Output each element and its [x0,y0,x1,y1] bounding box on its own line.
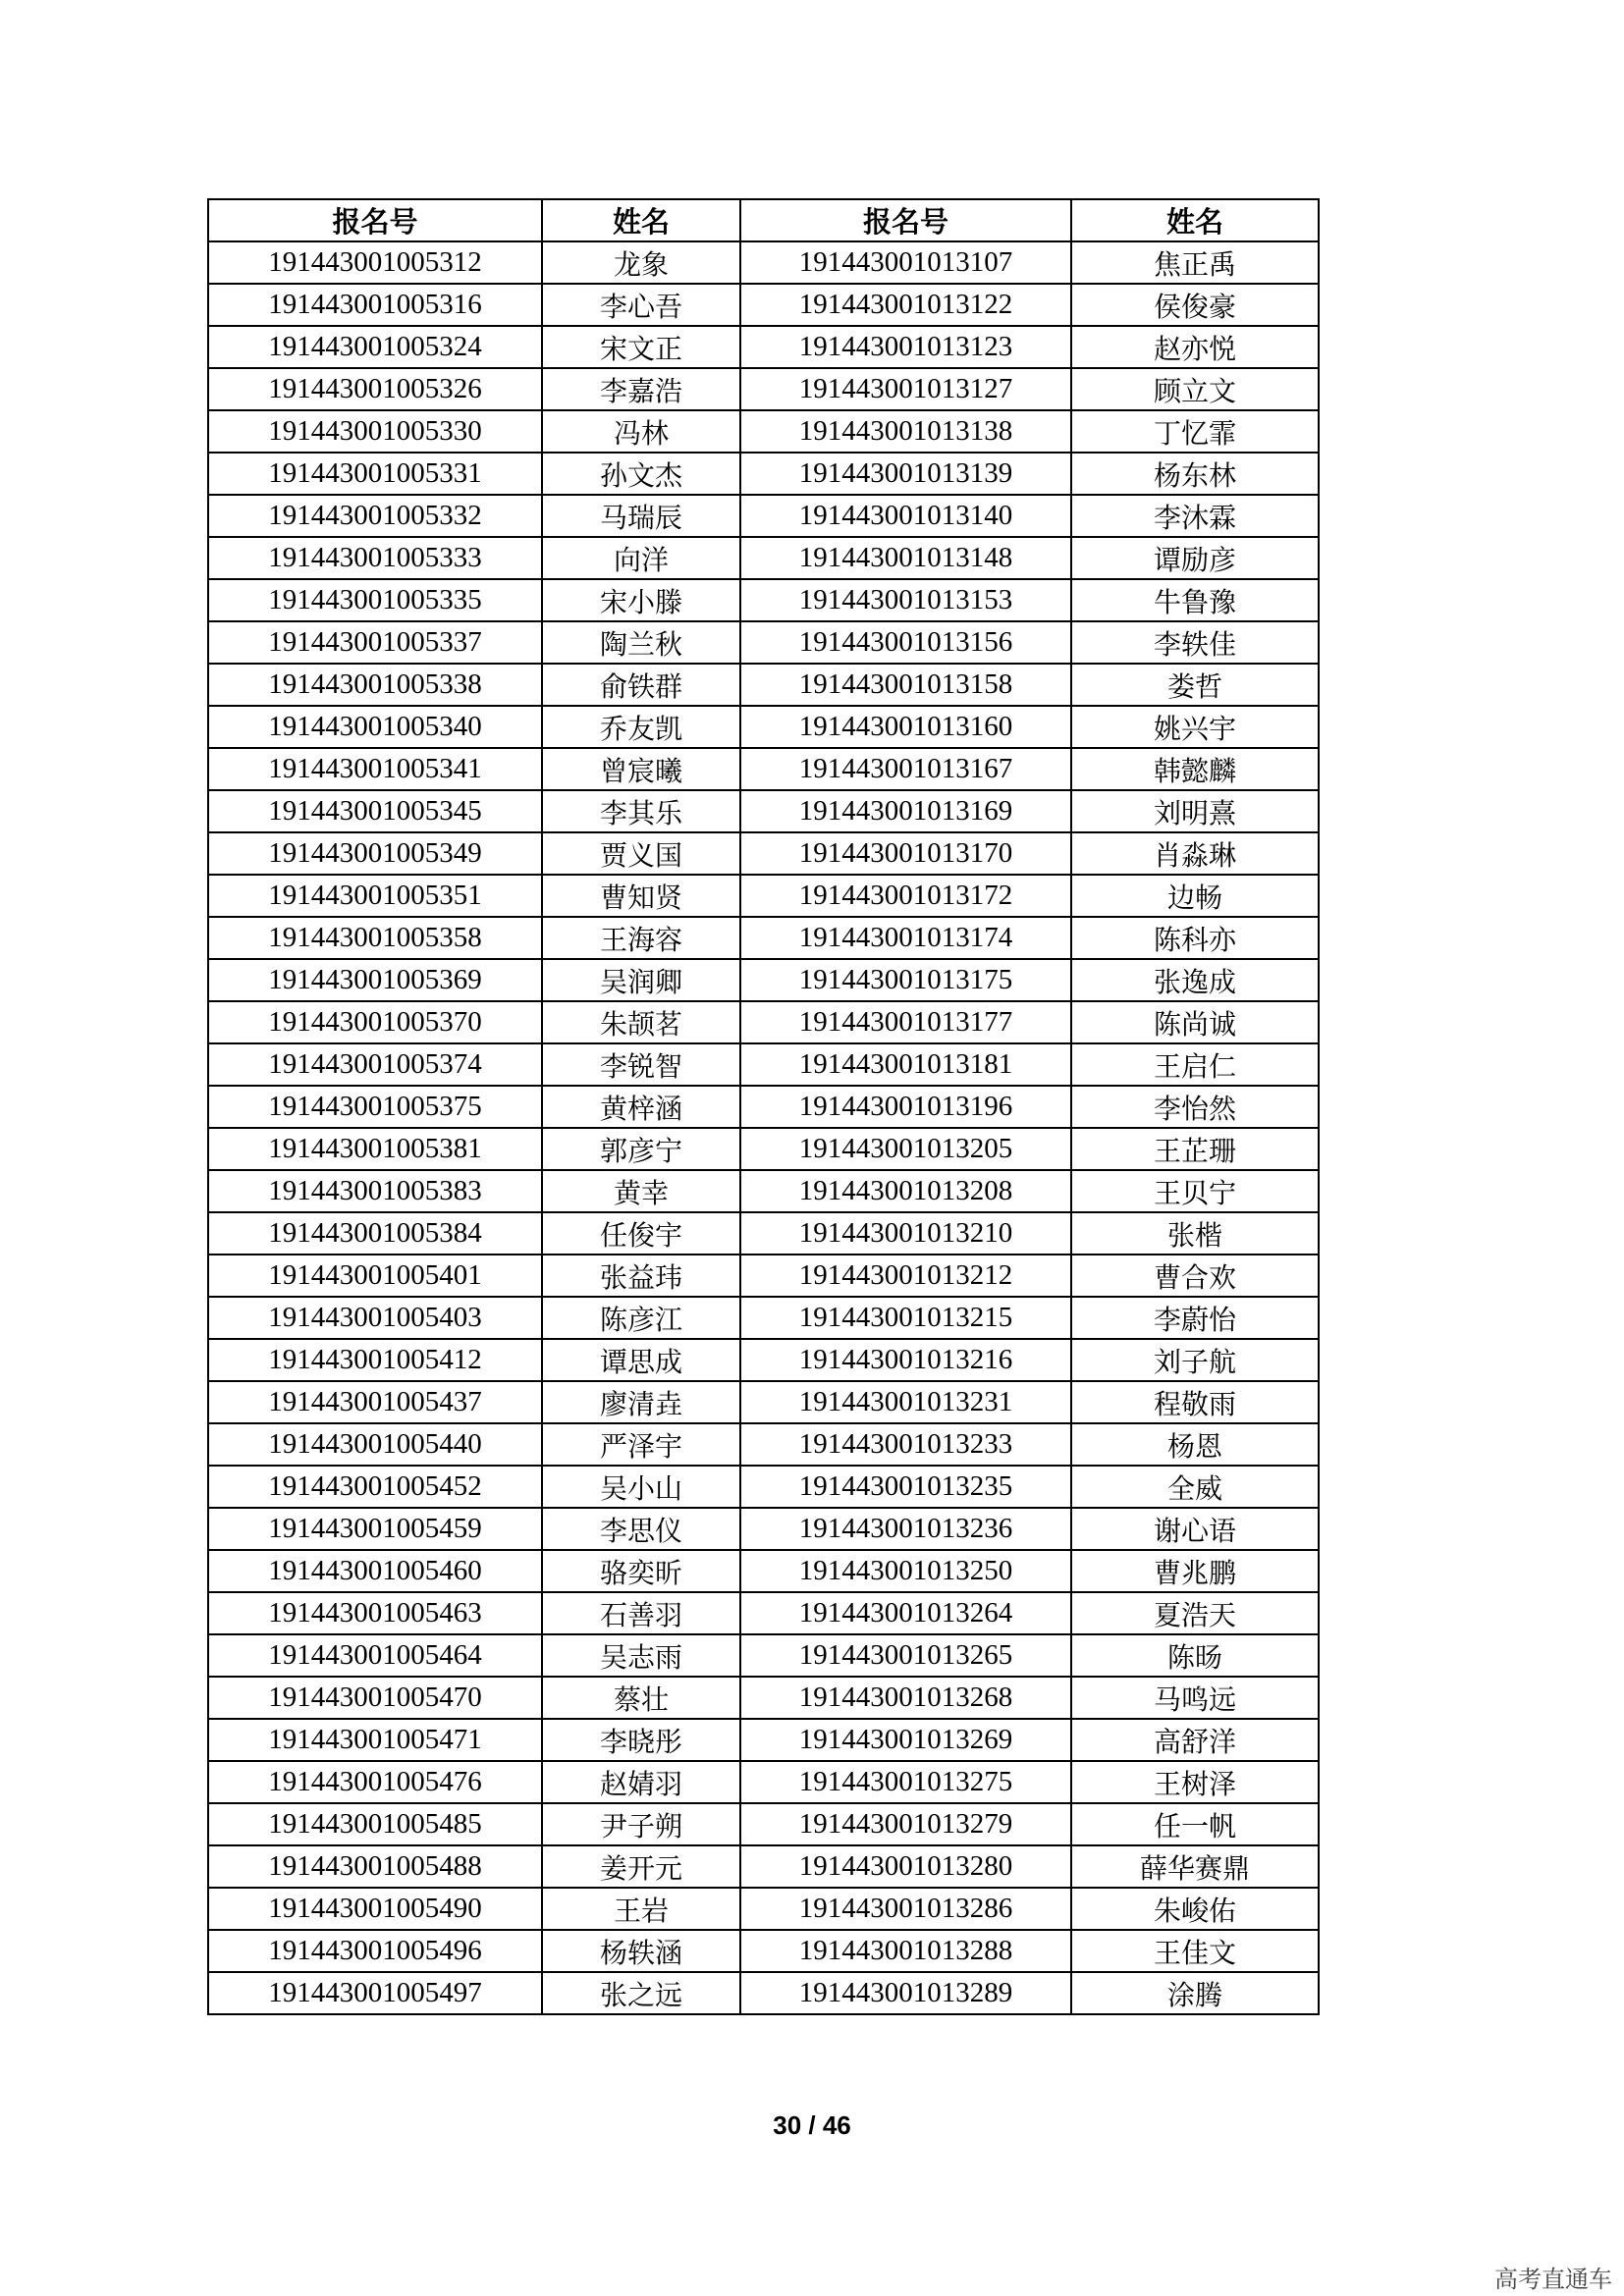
reg-no-left-cell: 191443001005401 [208,1255,542,1297]
name-right-cell: 侯俊豪 [1071,284,1319,326]
table-row [208,1255,1319,1297]
name-left-cell: 宋文正 [542,326,740,368]
name-left-cell: 吴润卿 [542,959,740,1001]
name-left-cell: 李思仪 [542,1508,740,1550]
name-right-cell: 程敬雨 [1071,1381,1319,1423]
reg-no-right-cell: 191443001013235 [740,1466,1071,1508]
name-left-cell: 曾宸曦 [542,748,740,790]
name-right-cell: 李沐霖 [1071,495,1319,537]
name-left-cell: 赵婧羽 [542,1761,740,1803]
table-row [208,748,1319,790]
name-right-cell: 张逸成 [1071,959,1319,1001]
reg-no-left-cell: 191443001005471 [208,1719,542,1761]
table-row [208,1972,1319,2014]
reg-no-left-cell: 191443001005470 [208,1677,542,1719]
reg-no-left-cell: 191443001005488 [208,1845,542,1888]
name-right-cell: 李怡然 [1071,1086,1319,1128]
reg-no-left-cell: 191443001005340 [208,706,542,748]
table-row [208,1339,1319,1381]
name-left-cell: 任俊宇 [542,1212,740,1255]
table-row [208,1297,1319,1339]
reg-no-right-cell: 191443001013275 [740,1761,1071,1803]
table-row [208,1550,1319,1592]
name-left-cell: 马瑞辰 [542,495,740,537]
reg-no-right-cell: 191443001013215 [740,1297,1071,1339]
table-row [208,1592,1319,1634]
name-left-cell: 冯林 [542,410,740,453]
table-row [208,1634,1319,1677]
name-left-cell: 曹知贤 [542,875,740,917]
name-right-cell: 曹兆鹏 [1071,1550,1319,1592]
reg-no-right-cell: 191443001013286 [740,1888,1071,1930]
name-right-cell: 马鸣远 [1071,1677,1319,1719]
reg-no-right-cell: 191443001013210 [740,1212,1071,1255]
reg-no-right-cell: 191443001013172 [740,875,1071,917]
page-number: 30 / 46 [773,2110,851,2140]
reg-no-left-cell: 191443001005375 [208,1086,542,1128]
name-left-cell: 黄梓涵 [542,1086,740,1128]
reg-no-right-cell: 191443001013174 [740,917,1071,959]
name-right-cell: 陈旸 [1071,1634,1319,1677]
name-left-cell: 陈彦江 [542,1297,740,1339]
table-row [208,1677,1319,1719]
name-right-cell: 肖淼琳 [1071,832,1319,875]
name-left-cell: 李其乐 [542,790,740,832]
reg-no-left-cell: 191443001005326 [208,368,542,410]
name-right-cell: 陈科亦 [1071,917,1319,959]
reg-no-right-cell: 191443001013148 [740,537,1071,579]
table-row [208,368,1319,410]
name-right-cell: 谭励彦 [1071,537,1319,579]
reg-no-left-cell: 191443001005496 [208,1930,542,1972]
reg-no-left-cell: 191443001005440 [208,1423,542,1466]
reg-no-right-cell: 191443001013216 [740,1339,1071,1381]
reg-no-right-cell: 191443001013196 [740,1086,1071,1128]
name-left-cell: 黄幸 [542,1170,740,1212]
name-right-cell: 朱峻佑 [1071,1888,1319,1930]
reg-no-left-cell: 191443001005452 [208,1466,542,1508]
table-row [208,1086,1319,1128]
table-row [208,326,1319,368]
name-right-cell: 涂腾 [1071,1972,1319,2014]
name-left-cell: 李嘉浩 [542,368,740,410]
name-right-cell: 姚兴宇 [1071,706,1319,748]
name-right-cell: 任一帆 [1071,1803,1319,1845]
name-left-cell: 孙文杰 [542,453,740,495]
admission-roster-table [207,198,1320,2015]
reg-no-left-cell: 191443001005333 [208,537,542,579]
name-left-cell: 李锐智 [542,1043,740,1086]
reg-no-left-cell: 191443001005460 [208,1550,542,1592]
name-right-cell: 李轶佳 [1071,621,1319,664]
name-right-cell: 刘子航 [1071,1339,1319,1381]
name-right-cell: 赵亦悦 [1071,326,1319,368]
reg-no-right-cell: 191443001013264 [740,1592,1071,1634]
table-row [208,1888,1319,1930]
reg-no-right-cell: 191443001013158 [740,664,1071,706]
reg-no-left-cell: 191443001005369 [208,959,542,1001]
reg-no-left-cell: 191443001005374 [208,1043,542,1086]
table-row [208,1930,1319,1972]
reg-no-left-cell: 191443001005351 [208,875,542,917]
name-right-cell: 焦正禹 [1071,241,1319,284]
name-left-cell: 张之远 [542,1972,740,2014]
reg-no-left-cell: 191443001005485 [208,1803,542,1845]
table-row [208,1508,1319,1550]
roster-body [208,241,1319,2014]
table-row [208,959,1319,1001]
reg-no-left-cell: 191443001005316 [208,284,542,326]
name-left-cell: 骆奕昕 [542,1550,740,1592]
table-row [208,1170,1319,1212]
reg-no-right-cell: 191443001013265 [740,1634,1071,1677]
reg-no-right-cell: 191443001013107 [740,241,1071,284]
name-right-cell: 张楷 [1071,1212,1319,1255]
name-left-cell: 谭思成 [542,1339,740,1381]
reg-no-left-cell: 191443001005490 [208,1888,542,1930]
reg-no-right-cell: 191443001013122 [740,284,1071,326]
table-row [208,1212,1319,1255]
table-row [208,621,1319,664]
name-left-cell: 杨轶涵 [542,1930,740,1972]
name-right-cell: 王芷珊 [1071,1128,1319,1170]
reg-no-right-cell: 191443001013280 [740,1845,1071,1888]
table-row [208,284,1319,326]
name-right-cell: 韩懿麟 [1071,748,1319,790]
table-row [208,664,1319,706]
reg-no-right-cell: 191443001013127 [740,368,1071,410]
reg-no-left-cell: 191443001005464 [208,1634,542,1677]
reg-no-right-cell: 191443001013289 [740,1972,1071,2014]
table-row [208,1423,1319,1466]
reg-no-right-cell: 191443001013208 [740,1170,1071,1212]
table-row [208,875,1319,917]
reg-no-left-cell: 191443001005332 [208,495,542,537]
header-name-2: 姓名 [1071,199,1319,241]
table-row [208,917,1319,959]
name-right-cell: 薛华赛鼎 [1071,1845,1319,1888]
table-row [208,1001,1319,1043]
name-left-cell: 李心吾 [542,284,740,326]
name-left-cell: 廖清垚 [542,1381,740,1423]
name-right-cell: 顾立文 [1071,368,1319,410]
reg-no-right-cell: 191443001013269 [740,1719,1071,1761]
name-right-cell: 王贝宁 [1071,1170,1319,1212]
table-row [208,706,1319,748]
header-reg-no-1: 报名号 [208,199,542,241]
table-row [208,1043,1319,1086]
name-left-cell: 王海容 [542,917,740,959]
reg-no-right-cell: 191443001013250 [740,1550,1071,1592]
reg-no-right-cell: 191443001013205 [740,1128,1071,1170]
reg-no-left-cell: 191443001005412 [208,1339,542,1381]
reg-no-left-cell: 191443001005335 [208,579,542,621]
name-left-cell: 石善羽 [542,1592,740,1634]
table-row [208,1719,1319,1761]
reg-no-right-cell: 191443001013123 [740,326,1071,368]
name-left-cell: 贾义国 [542,832,740,875]
reg-no-left-cell: 191443001005403 [208,1297,542,1339]
name-right-cell: 娄哲 [1071,664,1319,706]
name-left-cell: 乔友凯 [542,706,740,748]
table-row [208,453,1319,495]
reg-no-right-cell: 191443001013167 [740,748,1071,790]
name-left-cell: 李晓彤 [542,1719,740,1761]
name-left-cell: 龙象 [542,241,740,284]
name-left-cell: 宋小滕 [542,579,740,621]
table-row [208,1128,1319,1170]
reg-no-right-cell: 191443001013181 [740,1043,1071,1086]
name-right-cell: 牛鲁豫 [1071,579,1319,621]
name-left-cell: 吴志雨 [542,1634,740,1677]
reg-no-right-cell: 191443001013139 [740,453,1071,495]
name-left-cell: 王岩 [542,1888,740,1930]
name-right-cell: 杨恩 [1071,1423,1319,1466]
reg-no-right-cell: 191443001013169 [740,790,1071,832]
table-row [208,1803,1319,1845]
reg-no-left-cell: 191443001005381 [208,1128,542,1170]
reg-no-right-cell: 191443001013140 [740,495,1071,537]
name-left-cell: 俞铁群 [542,664,740,706]
name-right-cell: 陈尚诚 [1071,1001,1319,1043]
header-row [208,199,1319,241]
table-row [208,1845,1319,1888]
name-right-cell: 王树泽 [1071,1761,1319,1803]
name-right-cell: 高舒洋 [1071,1719,1319,1761]
name-left-cell: 郭彦宁 [542,1128,740,1170]
name-right-cell: 刘明熹 [1071,790,1319,832]
reg-no-left-cell: 191443001005459 [208,1508,542,1550]
reg-no-left-cell: 191443001005312 [208,241,542,284]
reg-no-left-cell: 191443001005338 [208,664,542,706]
reg-no-right-cell: 191443001013138 [740,410,1071,453]
reg-no-right-cell: 191443001013268 [740,1677,1071,1719]
reg-no-right-cell: 191443001013175 [740,959,1071,1001]
watermark-text: 高考直通车 [1494,2266,1612,2293]
reg-no-left-cell: 191443001005345 [208,790,542,832]
table-row [208,832,1319,875]
reg-no-left-cell: 191443001005341 [208,748,542,790]
reg-no-left-cell: 191443001005349 [208,832,542,875]
reg-no-left-cell: 191443001005370 [208,1001,542,1043]
name-left-cell: 蔡壮 [542,1677,740,1719]
reg-no-left-cell: 191443001005497 [208,1972,542,2014]
table-row [208,790,1319,832]
table-row [208,579,1319,621]
header-name-1: 姓名 [542,199,740,241]
reg-no-left-cell: 191443001005437 [208,1381,542,1423]
table-row [208,495,1319,537]
reg-no-right-cell: 191443001013279 [740,1803,1071,1845]
name-left-cell: 朱颉茗 [542,1001,740,1043]
reg-no-right-cell: 191443001013212 [740,1255,1071,1297]
name-right-cell: 夏浩天 [1071,1592,1319,1634]
reg-no-right-cell: 191443001013288 [740,1930,1071,1972]
name-right-cell: 边畅 [1071,875,1319,917]
name-right-cell: 全威 [1071,1466,1319,1508]
table-row [208,537,1319,579]
name-left-cell: 张益玮 [542,1255,740,1297]
reg-no-left-cell: 191443001005476 [208,1761,542,1803]
name-right-cell: 丁忆霏 [1071,410,1319,453]
reg-no-left-cell: 191443001005358 [208,917,542,959]
reg-no-right-cell: 191443001013170 [740,832,1071,875]
reg-no-left-cell: 191443001005330 [208,410,542,453]
table-row [208,241,1319,284]
reg-no-right-cell: 191443001013153 [740,579,1071,621]
table-row [208,410,1319,453]
header-reg-no-2: 报名号 [740,199,1071,241]
reg-no-left-cell: 191443001005324 [208,326,542,368]
name-right-cell: 谢心语 [1071,1508,1319,1550]
reg-no-left-cell: 191443001005383 [208,1170,542,1212]
table-row [208,1381,1319,1423]
reg-no-right-cell: 191443001013233 [740,1423,1071,1466]
reg-no-right-cell: 191443001013156 [740,621,1071,664]
name-left-cell: 姜开元 [542,1845,740,1888]
name-left-cell: 吴小山 [542,1466,740,1508]
name-left-cell: 陶兰秋 [542,621,740,664]
name-left-cell: 尹子朔 [542,1803,740,1845]
name-right-cell: 王佳文 [1071,1930,1319,1972]
name-left-cell: 严泽宇 [542,1423,740,1466]
reg-no-left-cell: 191443001005463 [208,1592,542,1634]
reg-no-right-cell: 191443001013160 [740,706,1071,748]
reg-no-right-cell: 191443001013231 [740,1381,1071,1423]
name-right-cell: 杨东林 [1071,453,1319,495]
reg-no-right-cell: 191443001013177 [740,1001,1071,1043]
name-right-cell: 李蔚怡 [1071,1297,1319,1339]
name-left-cell: 向洋 [542,537,740,579]
reg-no-left-cell: 191443001005337 [208,621,542,664]
reg-no-left-cell: 191443001005384 [208,1212,542,1255]
reg-no-right-cell: 191443001013236 [740,1508,1071,1550]
name-right-cell: 曹合欢 [1071,1255,1319,1297]
table-row [208,1466,1319,1508]
name-right-cell: 王启仁 [1071,1043,1319,1086]
reg-no-left-cell: 191443001005331 [208,453,542,495]
table-row [208,1761,1319,1803]
